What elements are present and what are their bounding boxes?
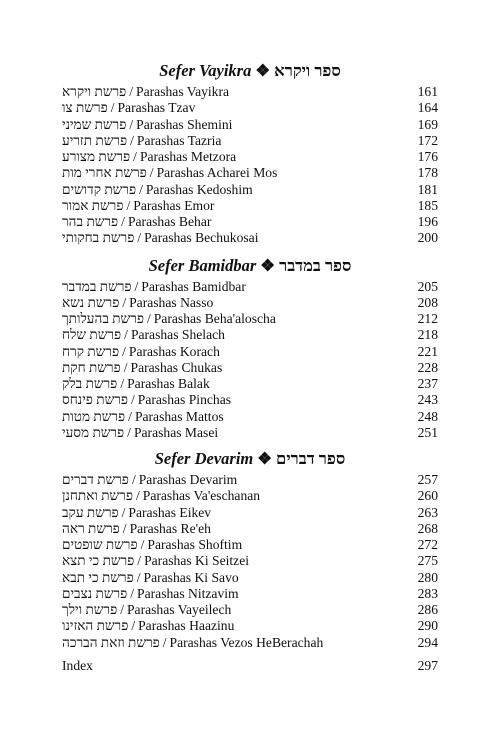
section-title-en: Sefer Bamidbar <box>148 255 257 275</box>
entry-title-en: Parashas Kedoshim <box>145 181 253 197</box>
entry-title-he: פרשת נשא <box>62 294 120 310</box>
entry-title-en: Parashas Beha'aloscha <box>153 311 276 326</box>
entry-page-number: 208 <box>417 294 438 310</box>
toc-entry[interactable] <box>62 182 438 198</box>
toc-entry[interactable] <box>62 327 438 343</box>
entry-page-number: 196 <box>417 214 438 229</box>
toc-entry[interactable] <box>62 392 438 408</box>
entry-title-he: פרשת שמיני <box>62 116 127 132</box>
entry-title-he: פרשת כי תצא <box>62 553 135 569</box>
entry-page-number: 205 <box>417 278 438 294</box>
entry-title-en: Parashas Devarim <box>138 472 238 487</box>
toc-list <box>62 472 438 651</box>
entry-title-en: Parashas Masei <box>133 424 219 440</box>
toc-entry-index[interactable] <box>62 658 438 674</box>
toc-entry[interactable] <box>62 100 438 116</box>
entry-page-number: 221 <box>417 343 438 359</box>
toc-entry[interactable] <box>62 84 438 100</box>
entry-page-number: 181 <box>417 181 438 197</box>
entry-title-he: פרשת קדושים <box>62 181 137 197</box>
entry-title-en: Parashas Metzora <box>139 149 237 164</box>
entry-separator: / <box>120 376 125 391</box>
entry-title-en: Parashas Korach <box>128 343 220 359</box>
entry-title-he: פרשת מסעי <box>62 424 125 440</box>
toc-entry[interactable] <box>62 230 438 246</box>
entry-separator: / <box>162 634 167 650</box>
entry-title-en: Parashas Acharei Mos <box>156 165 278 181</box>
entry-page-number: 248 <box>417 408 438 424</box>
index-label: Index <box>62 657 93 673</box>
entry-title-he: פרשת וזאת הברכה <box>62 634 160 650</box>
entry-page-number: 257 <box>417 472 438 487</box>
entry-title-he: פרשת שלח <box>62 327 122 343</box>
entry-page-number: 228 <box>417 359 438 375</box>
toc-entry[interactable] <box>62 133 438 149</box>
entry-page-number: 286 <box>417 602 438 617</box>
entry-title-he: פרשת בהר <box>62 214 119 229</box>
entry-page-number: 218 <box>417 327 438 343</box>
entry-title-he: פרשת שופטים <box>62 537 138 552</box>
section-heading <box>62 255 438 277</box>
entry-page-number: 178 <box>417 165 438 181</box>
entry-separator: / <box>126 197 131 213</box>
toc-entry[interactable] <box>62 344 438 360</box>
entry-separator: / <box>128 408 132 424</box>
entry-title-en: Parashas Vayikra <box>136 84 230 99</box>
entry-page-number: 176 <box>417 149 438 164</box>
entry-separator: / <box>130 585 135 601</box>
entry-title-he: פרשת מטות <box>62 408 126 424</box>
entry-title-he: פרשת ויקרא <box>62 84 127 99</box>
entry-separator: / <box>123 359 128 375</box>
entry-title-en: Parashas Shemini <box>136 116 233 132</box>
table-of-contents <box>62 60 438 674</box>
entry-page-number: 243 <box>417 392 438 408</box>
entry-title-en: Parashas Shoftim <box>147 537 243 552</box>
entry-title-en: Parashas Nasso <box>129 294 214 310</box>
entry-title-en: Parashas Balak <box>127 376 210 391</box>
section-heading <box>62 60 438 82</box>
toc-entry[interactable] <box>62 165 438 181</box>
entry-title-he: פרשת תזריע <box>62 132 128 148</box>
entry-title-en: Parashas Bamidbar <box>141 278 246 294</box>
entry-title-en: Parashas Emor <box>133 197 215 213</box>
entry-page-number: 283 <box>417 585 438 601</box>
entry-separator: / <box>121 504 126 520</box>
entry-title-en: Parashas Ki Savo <box>143 569 239 585</box>
entry-title-en: Parashas Eikev <box>128 504 212 520</box>
entry-separator: / <box>124 327 128 343</box>
toc-entry[interactable] <box>62 570 438 586</box>
entry-page-number: 290 <box>417 618 438 634</box>
entry-title-en: Parashas Vayeilech <box>126 602 232 617</box>
entry-title-en: Parashas Va'eschanan <box>142 488 261 504</box>
section-devarim <box>62 448 438 651</box>
entry-title-he: פרשת מצורע <box>62 149 131 164</box>
entry-separator: / <box>129 116 134 132</box>
toc-entry[interactable] <box>62 521 438 537</box>
entry-page-number: 251 <box>417 424 438 440</box>
entry-title-he: פרשת צו <box>62 100 108 116</box>
entry-title-he: פרשת ואתחנן <box>62 488 133 504</box>
section-title-he: ספר במדבר <box>279 255 352 275</box>
entry-page-number: 275 <box>417 553 438 569</box>
section-title-he: ספר ויקרא <box>274 61 341 80</box>
toc-entry[interactable] <box>62 214 438 230</box>
entry-separator: / <box>146 311 151 326</box>
entry-title-en: Parashas Haazinu <box>138 618 235 634</box>
entry-title-he: פרשת כי תבא <box>62 569 134 585</box>
entry-title-he: פרשת וילך <box>62 602 118 617</box>
entry-separator: / <box>131 392 135 408</box>
entry-page-number: 169 <box>417 116 438 132</box>
entry-title-en: Parashas Pinchas <box>137 392 232 408</box>
entry-separator: / <box>136 569 141 585</box>
toc-entry[interactable] <box>62 472 438 488</box>
toc-entry[interactable] <box>62 425 438 441</box>
entry-title-he: פרשת בחקותי <box>62 230 135 246</box>
entry-page-number: 260 <box>417 488 438 504</box>
toc-entry[interactable] <box>62 618 438 634</box>
entry-separator: / <box>137 553 142 569</box>
entry-separator: / <box>131 472 136 487</box>
entry-title-he: פרשת אמור <box>62 197 124 213</box>
entry-title-he: פרשת קרח <box>62 343 120 359</box>
entry-separator: / <box>110 100 115 116</box>
entry-page-number: 294 <box>417 634 438 650</box>
entry-title-he: פרשת נצבים <box>62 585 128 601</box>
section-title-en: Sefer Vayikra <box>159 61 252 80</box>
entry-page-number: 161 <box>417 84 438 99</box>
entry-page-number: 185 <box>417 197 438 213</box>
entry-separator: / <box>129 84 134 99</box>
toc-entry[interactable] <box>62 360 438 376</box>
entry-page-number: 200 <box>417 230 438 246</box>
entry-separator: / <box>130 132 134 148</box>
ornament-icon: ❖ <box>257 449 273 468</box>
entry-title-en: Parashas Chukas <box>130 359 223 375</box>
entry-separator: / <box>137 230 142 246</box>
toc-entry[interactable] <box>62 279 438 295</box>
section-title-he: ספר דברים <box>276 449 346 468</box>
toc-entry[interactable] <box>62 149 438 165</box>
entry-page-number: 172 <box>417 132 438 148</box>
entry-title-he: פרשת עקב <box>62 504 119 520</box>
entry-page-number: 212 <box>417 311 438 326</box>
toc-entry[interactable] <box>62 505 438 521</box>
toc-entry[interactable] <box>62 117 438 133</box>
entry-title-he: פרשת בלק <box>62 376 118 391</box>
entry-title-he: פרשת פינחס <box>62 392 128 408</box>
entry-title-en: Parashas Re'eh <box>129 520 211 536</box>
entry-separator: / <box>140 537 145 552</box>
entry-page-number: 268 <box>417 520 438 536</box>
entry-title-en: Parashas Tazria <box>136 132 222 148</box>
entry-separator: / <box>122 343 126 359</box>
ornament-icon: ❖ <box>255 61 271 80</box>
entry-separator: / <box>149 165 154 181</box>
entry-title-en: Parashas Behar <box>127 214 212 229</box>
entry-title-en: Parashas Shelach <box>130 327 225 343</box>
entry-page-number: 263 <box>417 504 438 520</box>
toc-entry[interactable] <box>62 198 438 214</box>
section-title-en: Sefer Devarim <box>154 449 254 468</box>
toc-entry[interactable] <box>62 295 438 311</box>
toc-entry[interactable] <box>62 409 438 425</box>
entry-page-number: 297 <box>417 657 438 673</box>
entry-title-he: פרשת אחרי מות <box>62 165 147 181</box>
entry-page-number: 237 <box>417 376 438 391</box>
entry-title-en: Parashas Tzav <box>117 100 196 116</box>
entry-separator: / <box>122 520 127 536</box>
toc-entry[interactable] <box>62 311 438 327</box>
entry-page-number: 164 <box>417 100 438 116</box>
entry-separator: / <box>135 488 140 504</box>
entry-title-en: Parashas Bechukosai <box>144 230 259 246</box>
toc-entry[interactable] <box>62 488 438 504</box>
toc-entry[interactable] <box>62 602 438 618</box>
entry-title-he: פרשת חקת <box>62 359 121 375</box>
entry-separator: / <box>121 214 125 229</box>
entry-title-he: פרשת בהעלותך <box>62 311 144 326</box>
entry-page-number: 272 <box>417 537 438 552</box>
entry-separator: / <box>127 424 131 440</box>
section-heading <box>62 448 438 470</box>
toc-list <box>62 84 438 247</box>
entry-separator: / <box>120 602 124 617</box>
entry-page-number: 280 <box>417 569 438 585</box>
section-vayikra <box>62 60 438 247</box>
toc-entry[interactable] <box>62 553 438 569</box>
entry-title-en: Parashas Ki Seitzei <box>144 553 250 569</box>
entry-title-he: פרשת ראה <box>62 520 120 536</box>
entry-separator: / <box>131 618 136 634</box>
section-bamidbar <box>62 255 438 442</box>
toc-entry[interactable] <box>62 537 438 553</box>
entry-title-he: פרשת במדבר <box>62 278 132 294</box>
entry-title-en: Parashas Vezos HeBerachah <box>169 634 324 650</box>
entry-separator: / <box>134 278 139 294</box>
ornament-icon: ❖ <box>260 255 276 275</box>
entry-title-en: Parashas Nitzavim <box>137 585 239 601</box>
toc-entry[interactable] <box>62 586 438 602</box>
entry-title-he: פרשת דברים <box>62 472 129 487</box>
entry-title-he: פרשת האזינו <box>62 618 129 634</box>
entry-separator: / <box>139 181 143 197</box>
toc-entry[interactable] <box>62 376 438 392</box>
entry-separator: / <box>133 149 137 164</box>
toc-list <box>62 279 438 442</box>
entry-separator: / <box>122 294 127 310</box>
entry-title-en: Parashas Mattos <box>134 408 224 424</box>
toc-entry[interactable] <box>62 635 438 651</box>
